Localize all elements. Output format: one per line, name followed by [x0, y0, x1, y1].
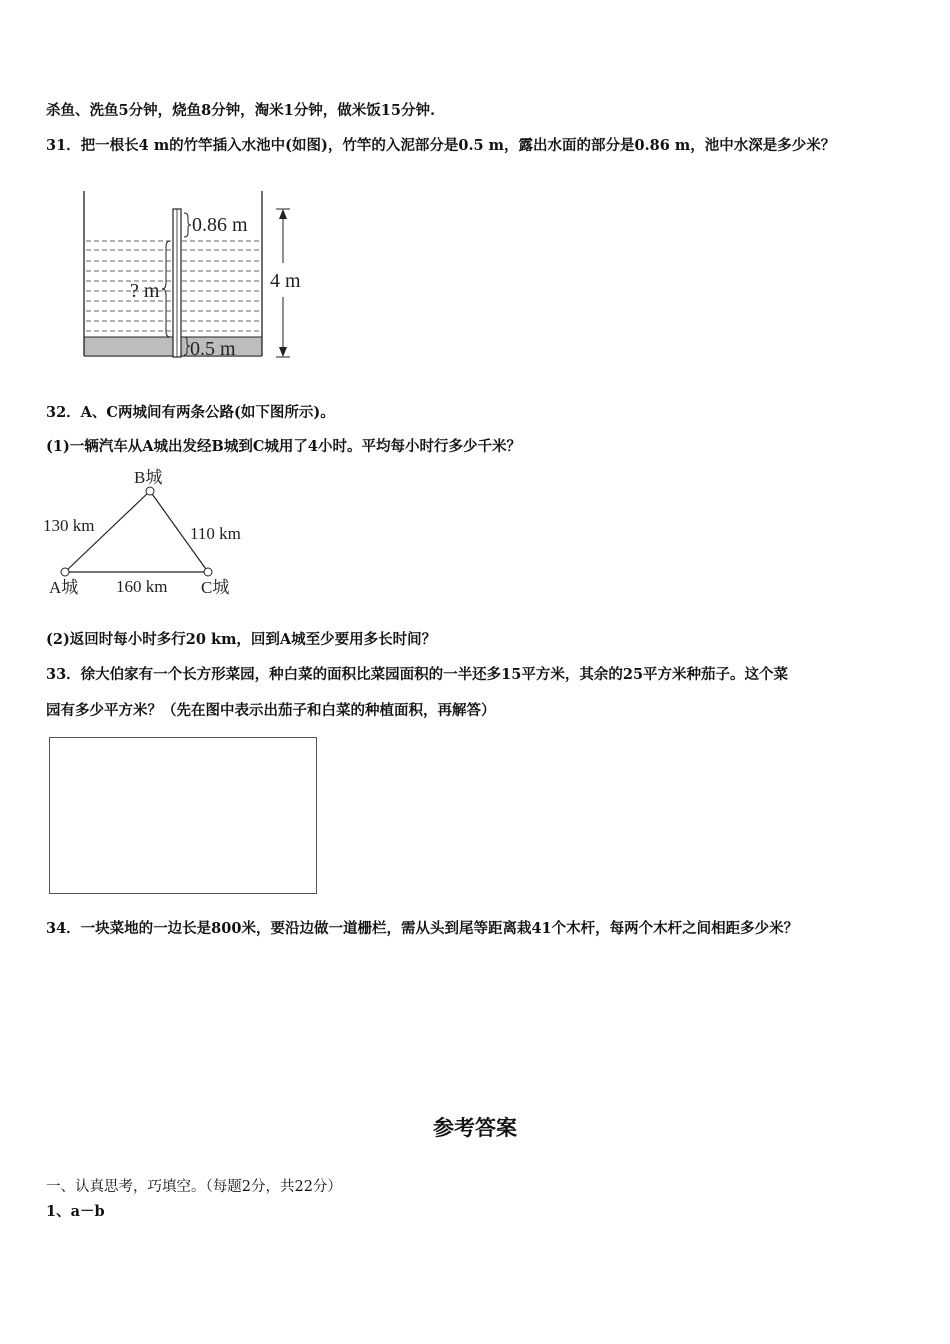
- question-32: 32．A、C两城间有两条公路(如下图所示)。: [46, 404, 335, 421]
- question-32-part-1: (1)一辆汽车从A城出发经B城到C城用了4小时。平均每小时行多少千米？: [46, 438, 521, 455]
- question-33-line-2: 园有多少平方米？（先在图中表示出茄子和白菜的种植面积，再解答）: [46, 702, 496, 719]
- label-question-m: ? m: [130, 280, 160, 302]
- distance-a-b: 130 km: [43, 516, 95, 535]
- distance-b-c: 110 km: [190, 524, 241, 543]
- city-c-point: [204, 568, 212, 576]
- city-c-label: C城: [201, 578, 230, 597]
- top-brace: [184, 213, 191, 237]
- question-34: 34．一块菜地的一边长是800米，要沿边做一道栅栏，需从头到尾等距离栽41个木杆，每两个木杆之间相距多少米？: [46, 920, 799, 937]
- answer-1: 1、a－b: [46, 1203, 105, 1220]
- question-31: 31．把一根长4 m的竹竿插入水池中(如图)，竹竿的入泥部分是0.5 m，露出水面的部分是0.86 m，池中水深是多少米？: [46, 137, 836, 154]
- label-0-86m: 0.86 m: [192, 214, 248, 236]
- question-32-part-2: (2)返回时每小时多行20 km，回到A城至少要用多长时间？: [46, 631, 437, 648]
- answers-title: 参考答案: [433, 1115, 517, 1140]
- figure-32-triangle: [40, 462, 270, 602]
- label-4m: 4 m: [270, 270, 301, 292]
- text-line-1: 杀鱼、洗鱼5分钟，烧鱼8分钟，淘米1分钟，做米饭15分钟.: [46, 102, 435, 119]
- section-1-heading: 一、认真思考，巧填空。（每题2分，共22分）: [46, 1179, 342, 1195]
- distance-a-c: 160 km: [116, 577, 168, 596]
- figure-31-pool: [70, 185, 330, 365]
- middle-brace: [162, 241, 170, 337]
- city-a-point: [61, 568, 69, 576]
- city-a-label: A城: [49, 578, 79, 597]
- question-33-line-1: 33．徐大伯家有一个长方形菜园，种白菜的面积比菜园面积的一半还多15平方米，其余的25平方米种茄子。这个菜: [46, 666, 789, 683]
- label-0-5m: 0.5 m: [190, 338, 236, 360]
- city-b-point: [146, 487, 154, 495]
- garden-rectangle: [49, 737, 317, 894]
- city-b-label: B城: [134, 468, 163, 487]
